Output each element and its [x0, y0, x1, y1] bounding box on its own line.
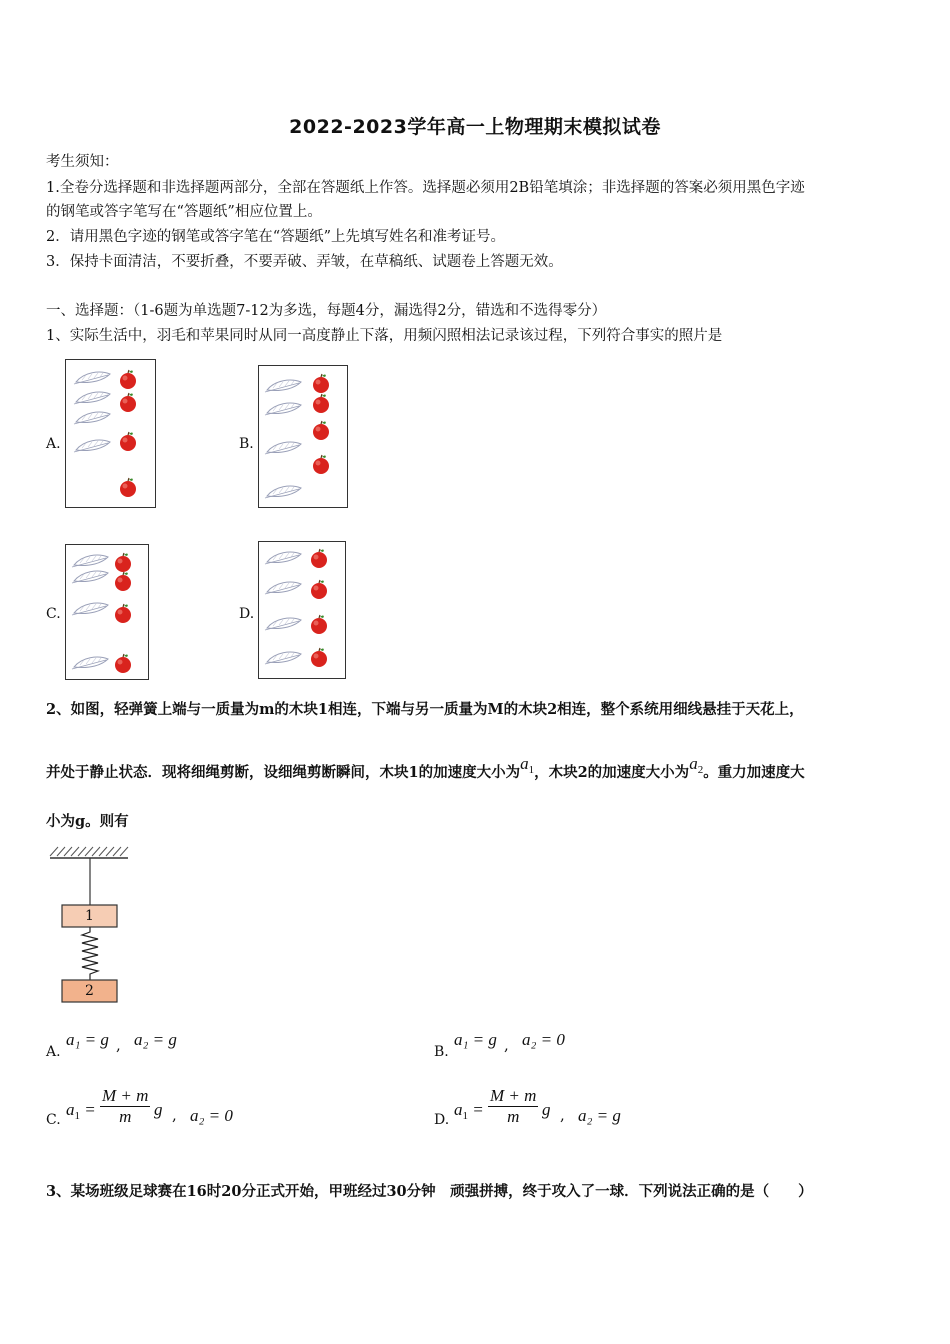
- feather-icon: [265, 380, 301, 392]
- feather-icon: [72, 555, 108, 567]
- option-d-a2: a₂ = g: [578, 1106, 621, 1125]
- q1-option-b-photo[interactable]: [258, 365, 348, 508]
- notice-item-3: 3．保持卡面清洁，不要折叠，不要弄破、弄皱，在草稿纸、试题卷上答题无效。: [46, 254, 563, 270]
- q2-stem-line2-part3: 。重力加速度大: [703, 764, 805, 781]
- apple-icon: [313, 374, 329, 393]
- apple-icon: [115, 604, 131, 623]
- apple-icon: [120, 370, 136, 389]
- feather-icon: [74, 440, 110, 452]
- section-heading: 一、选择题：（1-6题为单选题7-12为多选，每题4分，漏选得2分，错选和不选得零分）: [46, 303, 607, 319]
- q2-stem-line2-part1: 并处于静止状态．现将细绳剪断，设细绳剪断瞬间，木块1的加速度大小为: [46, 764, 521, 781]
- q1-option-c-label[interactable]: C.: [46, 606, 61, 622]
- q1-option-a-photo[interactable]: [65, 359, 156, 508]
- feather-icon: [265, 652, 301, 664]
- option-a-a2: a₂ = g: [134, 1030, 177, 1049]
- feather-icon: [74, 372, 110, 384]
- feather-icon: [72, 571, 108, 583]
- block-1-label: 1: [85, 908, 94, 924]
- option-a-a1: a₁ = g: [66, 1030, 109, 1049]
- page-title: 2022-2023学年高一上物理期末模拟试卷: [289, 116, 661, 138]
- a1-symbol: $a_1$: [520, 754, 535, 776]
- q1-stem: 1、实际生活中，羽毛和苹果同时从同一高度静止下落，用频闪照相法记录该过程，下列符合事实的照片是: [46, 328, 723, 344]
- q3-stem: 3、某场班级足球赛在16时20分正式开始，甲班经过30分钟 顽强拼搏，终于攻入了一球．下列说法正确的是（ ）: [46, 1183, 813, 1200]
- q1-option-c-photo[interactable]: [65, 544, 149, 680]
- notice-item-1-cont: 的钢笔或答字笔写在“答题纸”相应位置上。: [46, 204, 322, 220]
- feather-icon: [265, 582, 301, 594]
- apple-icon: [313, 455, 329, 474]
- q2-stem-line2: [46, 754, 805, 784]
- apple-icon: [311, 580, 327, 599]
- apple-icon: [313, 421, 329, 440]
- feather-icon: [265, 442, 301, 454]
- feather-icon: [265, 486, 301, 498]
- feather-icon: [72, 657, 108, 669]
- feather-icon: [74, 392, 110, 404]
- notice-item-1: 1.全卷分选择题和非选择题两部分，全部在答题纸上作答。选择题必须用2B铅笔填涂；非选择题的答案必须用黑色字迹: [46, 180, 805, 196]
- a2-symbol: $a_2$: [689, 754, 704, 776]
- q2-stem-line1: 2、如图，轻弹簧上端与一质量为m的木块1相连，下端与另一质量为M的木块2相连，整个系统用细线悬挂于天花上，: [46, 701, 804, 718]
- q2-option-d[interactable]: D. $a_1$ = $\frac{M + m}{m}$ g , a₂ = g: [434, 1086, 621, 1128]
- option-b-a1: a₁ = g: [454, 1030, 497, 1049]
- q2-stem-line3: 小为g。则有: [46, 813, 129, 830]
- q2-spring-figure: [46, 842, 136, 1007]
- apple-icon: [311, 615, 327, 634]
- feather-icon: [265, 618, 301, 630]
- q1-option-b-label[interactable]: B.: [239, 436, 254, 452]
- notice-heading: 考生须知：: [46, 154, 119, 170]
- feather-icon: [74, 412, 110, 424]
- feather-icon: [265, 403, 301, 415]
- apple-icon: [115, 553, 131, 572]
- option-d-fraction: $\frac{M + m}{m}$: [490, 1086, 537, 1126]
- q2-stem-line2-part2: ，木块2的加速度大小为: [534, 764, 690, 781]
- apple-icon: [311, 648, 327, 667]
- apple-icon: [120, 478, 136, 497]
- block-2-label: 2: [85, 983, 94, 999]
- q1-option-a-label[interactable]: A.: [46, 436, 61, 452]
- apple-icon: [313, 394, 329, 413]
- q1-option-d-label[interactable]: D.: [239, 606, 255, 622]
- option-c-fraction: $\frac{M + m}{m}$: [102, 1086, 149, 1126]
- q1-option-d-photo[interactable]: [258, 541, 346, 679]
- option-b-a2: a₂ = 0: [522, 1030, 565, 1049]
- apple-icon: [311, 549, 327, 568]
- feather-icon: [72, 603, 108, 615]
- apple-icon: [120, 393, 136, 412]
- option-c-a2: a₂ = 0: [190, 1106, 233, 1125]
- q2-option-c[interactable]: C. $a_1$ = $\frac{M + m}{m}$ g , a₂ = 0: [46, 1086, 233, 1128]
- apple-icon: [120, 432, 136, 451]
- notice-item-2: 2．请用黑色字迹的钢笔或答字笔在“答题纸”上先填写姓名和准考证号。: [46, 229, 506, 245]
- feather-icon: [265, 552, 301, 564]
- apple-icon: [115, 654, 131, 673]
- apple-icon: [115, 572, 131, 591]
